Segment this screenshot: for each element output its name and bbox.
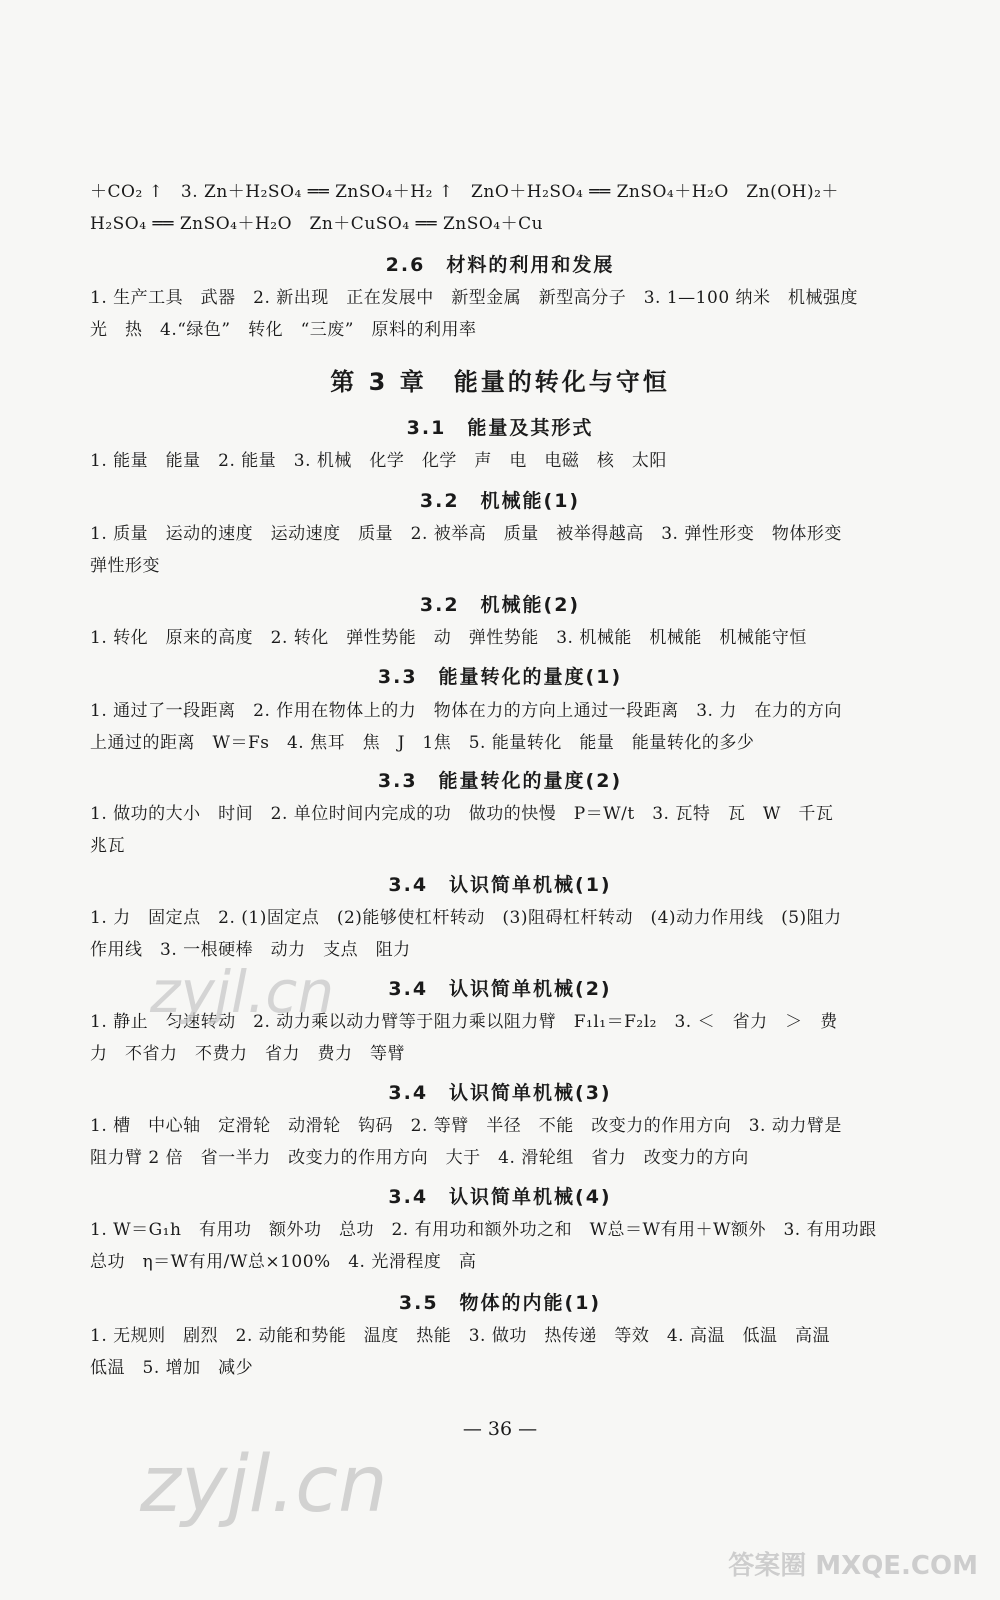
text-line: 1. 转化 原来的高度 2. 转化 弹性势能 动 弹性势能 3. 机械能 机械能 机械能守恒 [90, 628, 807, 648]
text-line: 1. 力 固定点 2. (1)固定点 (2)能够使杠杆转动 (3)阻碍杠杆转动 (4)动力作用线 (5)阻力 [90, 908, 842, 928]
section-body [90, 1110, 890, 1174]
section-title: 3.5 物体的内能(1) [398, 1292, 602, 1314]
section-title: 3.1 能量及其形式 [406, 417, 594, 439]
text-line: 低温 5. 增加 减少 [90, 1358, 254, 1378]
text-line: 力 不省力 不费力 省力 费力 等臂 [90, 1044, 405, 1064]
text-line: 1. 槽 中心轴 定滑轮 动滑轮 钩码 2. 等臂 半径 不能 改变力的作用方向 3. 动力臂是 [90, 1116, 842, 1136]
text-line: 作用线 3. 一根硬棒 动力 支点 阻力 [90, 940, 411, 960]
section-title: 3.4 认识简单机械(2) [388, 978, 612, 1000]
section-body [90, 518, 890, 582]
text-line: 总功 η＝W有用/W总×100% 4. 光滑程度 高 [90, 1252, 477, 1272]
section-title: 3.3 能量转化的量度(2) [377, 770, 623, 792]
text-line: 1. 无规则 剧烈 2. 动能和势能 温度 热能 3. 做功 热传递 等效 4. 高温 低温 高温 [90, 1326, 830, 1346]
section-body [90, 902, 890, 966]
section-title: 3.4 认识简单机械(4) [388, 1186, 612, 1208]
section-title: 3.2 机械能(2) [419, 594, 581, 616]
chapter-title: 第 3 章 能量的转化与守恒 [330, 368, 670, 396]
section-body [90, 1006, 890, 1070]
continuation-block [90, 176, 890, 240]
section-title: 3.2 机械能(1) [419, 490, 581, 512]
section-title: 3.4 认识简单机械(1) [388, 874, 612, 896]
section-title: 3.3 能量转化的量度(1) [377, 666, 623, 688]
text-line: 上通过的距离 W＝Fs 4. 焦耳 焦 J 1焦 5. 能量转化 能量 能量转化的多少 [90, 733, 755, 753]
section-body [90, 622, 890, 654]
watermark-bottom: zyjl.cn [140, 1440, 388, 1530]
section-body [90, 282, 890, 346]
text-line: 1. 能量 能量 2. 能量 3. 机械 化学 化学 声 电 电磁 核 太阳 [90, 451, 667, 471]
text-line: H₂SO₄ ══ ZnSO₄＋H₂O Zn＋CuSO₄ ══ ZnSO₄＋Cu [90, 214, 544, 234]
text-line: ＋CO₂ ↑ 3. Zn＋H₂SO₄ ══ ZnSO₄＋H₂ ↑ ZnO＋H₂SO₄ ══ ZnSO₄＋H₂O Zn(OH)₂＋ [90, 182, 839, 202]
section-body [90, 798, 890, 862]
text-line: 1. W＝G₁h 有用功 额外功 总功 2. 有用功和额外功之和 W总＝W有用＋W额外 3. 有用功跟 [90, 1220, 877, 1240]
text-line: 1. 质量 运动的速度 运动速度 质量 2. 被举高 质量 被举得越高 3. 弹性形变 物体形变 [90, 524, 842, 544]
text-line: 光 热 4.“绿色” 转化 “三废” 原料的利用率 [90, 320, 477, 340]
text-line: 阻力臂 2 倍 省一半力 改变力的作用方向 大于 4. 滑轮组 省力 改变力的方向 [90, 1148, 749, 1168]
section-title: 3.4 认识简单机械(3) [388, 1082, 612, 1104]
section-body [90, 695, 890, 759]
text-line: 1. 通过了一段距离 2. 作用在物体上的力 物体在力的方向上通过一段距离 3. 力 在力的方向 [90, 701, 842, 721]
text-line: 弹性形变 [90, 556, 160, 576]
section-title: 2.6 材料的利用和发展 [385, 254, 615, 276]
section-body [90, 1214, 890, 1278]
text-line: 1. 静止 匀速转动 2. 动力乘以动力臂等于阻力乘以阻力臂 F₁l₁＝F₂l₂ 3. ＜ 省力 ＞ 费 [90, 1012, 838, 1032]
text-line: 兆瓦 [90, 836, 125, 856]
text-line: 1. 生产工具 武器 2. 新出现 正在发展中 新型金属 新型高分子 3. 1—100 纳米 机械强度 [90, 288, 859, 308]
section-body [90, 445, 890, 477]
text-line: 1. 做功的大小 时间 2. 单位时间内完成的功 做功的快慢 P＝W/t 3. 瓦特 瓦 W 千瓦 [90, 804, 834, 824]
watermark-corner-logo: 答案圈 MXQE.COM [728, 1551, 978, 1581]
watermark-mid: zyjl.cn [150, 958, 335, 1026]
section-body [90, 1320, 890, 1384]
page-number: — 36 — [462, 1418, 538, 1440]
